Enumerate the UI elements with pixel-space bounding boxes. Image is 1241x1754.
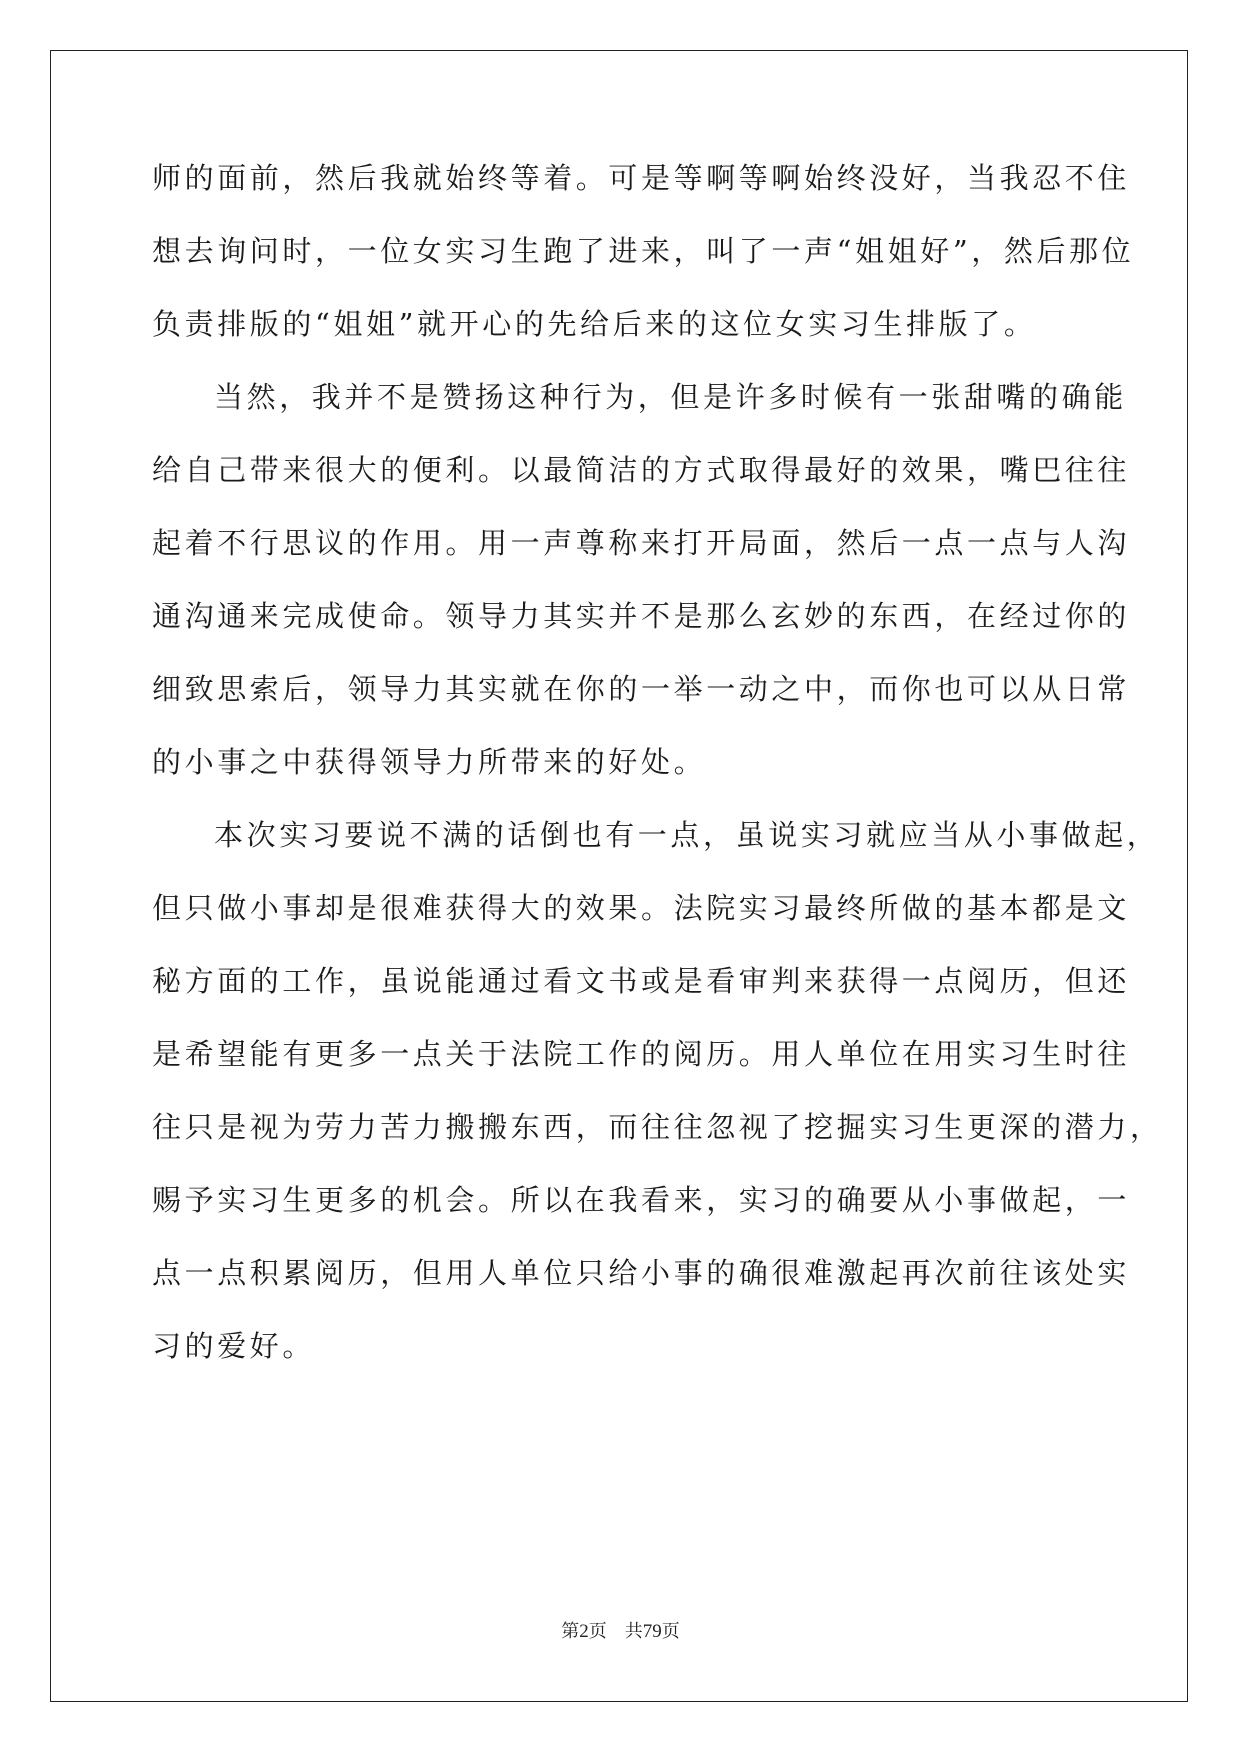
paragraph-line: 师的面前，然后我就始终等着。可是等啊等啊始终没好，当我忍不住 xyxy=(152,161,1131,195)
page-footer xyxy=(0,1620,1241,1644)
total-pages: 79 xyxy=(642,1621,662,1642)
paragraph-line: 负责排版的“姐姐”就开心的先给后来的这位女实习生排版了。 xyxy=(152,307,1037,341)
paragraph-line: 通沟通来完成使命。领导力其实并不是那么玄妙的东西，在经过你的 xyxy=(152,599,1131,633)
page-border xyxy=(50,50,1188,1702)
paragraph-first-line: 本次实习要说不满的话倒也有一点，虽说实习就应当从小事做起， xyxy=(214,818,1160,852)
paragraph-line: 习的爱好。 xyxy=(152,1329,316,1363)
page-number: 2 xyxy=(579,1621,589,1642)
total-label-prefix: 共 xyxy=(624,1621,643,1642)
paragraph-line: 点一点积累阅历，但用人单位只给小事的确很难激起再次前往该处实 xyxy=(152,1256,1131,1290)
paragraph-line: 赐予实习生更多的机会。所以在我看来，实习的确要从小事做起，一 xyxy=(152,1183,1131,1217)
paragraph-first-line: 当然，我并不是赞扬这种行为，但是许多时候有一张甜嘴的确能 xyxy=(214,380,1127,414)
paragraph-line: 但只做小事却是很难获得大的效果。法院实习最终所做的基本都是文 xyxy=(152,891,1131,925)
paragraph-line: 细致思索后，领导力其实就在你的一举一动之中，而你也可以从日常 xyxy=(152,672,1131,706)
total-label-suffix: 页 xyxy=(661,1621,680,1642)
paragraph-line: 起着不行思议的作用。用一声尊称来打开局面，然后一点一点与人沟 xyxy=(152,526,1131,560)
paragraph-line: 是希望能有更多一点关于法院工作的阅历。用人单位在用实习生时往 xyxy=(152,1037,1131,1071)
page-label-suffix: 页 xyxy=(588,1621,607,1642)
paragraph-line: 给自己带来很大的便利。以最简洁的方式取得最好的效果，嘴巴往往 xyxy=(152,453,1131,487)
page-label-prefix: 第 xyxy=(561,1621,580,1642)
paragraph-line: 秘方面的工作，虽说能通过看文书或是看审判来获得一点阅历，但还 xyxy=(152,964,1131,998)
paragraph-line: 想去询问时，一位女实习生跑了进来，叫了一声“姐姐好”，然后那位 xyxy=(152,234,1135,268)
paragraph-line: 的小事之中获得领导力所带来的好处。 xyxy=(152,745,707,779)
paragraph-line: 往只是视为劳力苦力搬搬东西，而往往忽视了挖掘实习生更深的潜力， xyxy=(152,1110,1163,1144)
